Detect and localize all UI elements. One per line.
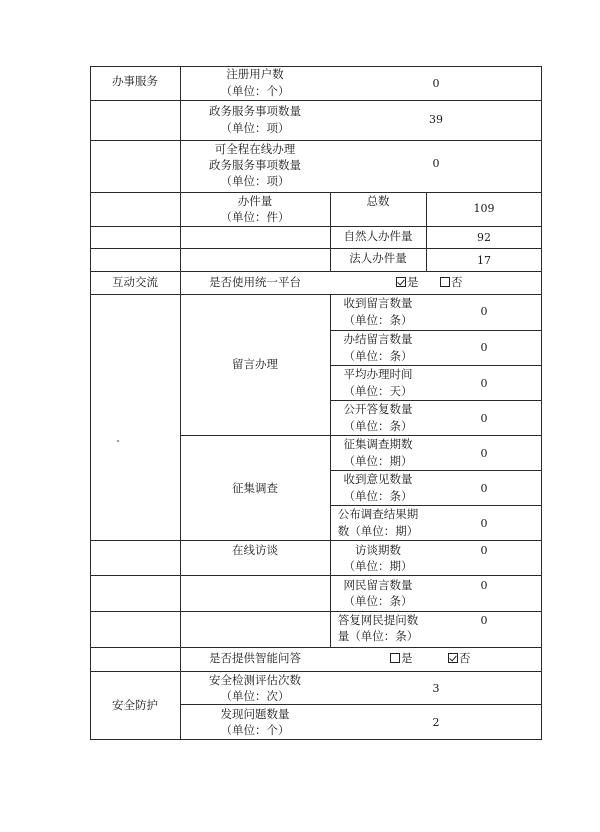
row-divider	[90, 575, 542, 576]
issues-value: 2	[432, 716, 440, 729]
table-border-left	[90, 66, 91, 740]
public-replies-unit: （单位：条）	[343, 419, 413, 433]
handled-messages-label: 办结留言数量	[343, 332, 413, 346]
avg-time-unit: （单位：天）	[343, 384, 413, 398]
registered-users-label: 注册用户数	[226, 67, 284, 81]
row-divider	[90, 271, 542, 272]
volume-natural-value: 92	[477, 231, 491, 244]
avg-time-value: 0	[480, 377, 488, 390]
services-category: 办事服务	[112, 74, 158, 88]
service-items-label: 政务服务事项数量	[209, 104, 301, 118]
interaction-category: 互动交流	[112, 275, 158, 289]
unified-platform-yes-option	[396, 274, 436, 291]
interview-periods-unit: （单位：期）	[343, 559, 413, 573]
row-divider	[90, 226, 542, 227]
security-category: 安全防护	[112, 698, 158, 712]
interview-periods-value: 0	[480, 544, 488, 557]
message-handling-label: 留言办理	[232, 357, 278, 371]
received-messages-unit: （单位：条）	[343, 313, 413, 327]
online-items-value: 0	[432, 157, 440, 170]
public-replies-label: 公开答复数量	[343, 402, 413, 416]
row-divider	[90, 294, 542, 295]
opinions-value: 0	[480, 482, 488, 495]
unified-platform-no-option	[440, 274, 480, 291]
checked-box-icon	[448, 653, 458, 663]
volume-natural-label: 自然人办件量	[343, 229, 413, 243]
answers-value: 0	[480, 614, 488, 627]
service-items-unit: （单位：项）	[220, 121, 290, 135]
received-messages-value: 0	[480, 305, 488, 318]
answers-label-1: 答复网民提问数	[337, 613, 419, 627]
issues-unit: （单位：个）	[220, 723, 290, 737]
security-checks-unit: （单位：次）	[220, 689, 290, 703]
online-items-unit: （单位：项）	[220, 174, 290, 188]
handled-messages-value: 0	[480, 341, 488, 354]
security-checks-value: 3	[432, 682, 440, 695]
survey-results-label-1: 公布调查结果期	[337, 507, 419, 521]
smart-qa-no-label: 否	[459, 651, 471, 665]
netizen-questions-label: 网民留言数量	[343, 578, 413, 592]
row-divider	[90, 248, 542, 249]
registered-users-value: 0	[432, 77, 440, 90]
statistics-table	[90, 66, 542, 740]
volume-total-label: 总数	[366, 194, 390, 208]
survey-label: 征集调查	[232, 481, 278, 495]
survey-results-value: 0	[480, 517, 488, 530]
smart-qa-yes-label: 是	[401, 651, 413, 665]
opinions-unit: （单位：条）	[343, 489, 413, 503]
avg-time-label: 平均办理时间	[343, 367, 413, 381]
volume-legal-value: 17	[477, 254, 491, 267]
answers-label-2: 量（单位：条）	[337, 629, 419, 643]
survey-periods-label: 征集调查期数	[343, 437, 413, 451]
survey-periods-unit: （单位：期）	[343, 454, 413, 468]
unified-platform-yes-label: 是	[407, 275, 419, 289]
opinions-label: 收到意见数量	[343, 472, 413, 486]
survey-results-label-2: 数（单位：期）	[337, 524, 419, 538]
unified-platform-label: 是否使用统一平台	[209, 275, 301, 289]
handled-messages-unit: （单位：条）	[343, 349, 413, 363]
volume-unit: （单位：件）	[220, 210, 290, 224]
service-items-value: 39	[429, 113, 443, 126]
public-replies-value: 0	[480, 412, 488, 425]
smart-qa-yes-option	[390, 650, 430, 667]
row-divider	[90, 100, 542, 101]
registered-users-unit: （单位：个）	[220, 84, 290, 98]
checked-box-icon	[396, 277, 406, 287]
volume-label: 办件量	[237, 194, 273, 208]
interview-periods-label: 访谈期数	[355, 543, 401, 557]
security-checks-label: 安全检测评估次数	[209, 673, 301, 687]
issues-label: 发现问题数量	[220, 707, 290, 721]
smart-qa-label: 是否提供智能问答	[209, 651, 301, 665]
unchecked-box-icon	[390, 653, 400, 663]
online-items-label-2: 政务服务事项数量	[209, 158, 301, 172]
volume-legal-label: 法人办件量	[349, 251, 407, 265]
unchecked-box-icon	[440, 277, 450, 287]
online-items-label-1: 可全程在线办理	[214, 142, 296, 156]
row-divider	[90, 540, 542, 541]
received-messages-label: 收到留言数量	[343, 296, 413, 310]
row-divider	[90, 647, 542, 648]
volume-total-value: 109	[473, 202, 495, 215]
scan-speck	[117, 440, 119, 442]
smart-qa-no-option	[448, 650, 488, 667]
survey-periods-value: 0	[480, 447, 488, 460]
interview-label: 在线访谈	[232, 543, 278, 557]
netizen-questions-unit: （单位：条）	[343, 594, 413, 608]
unified-platform-no-label: 否	[451, 275, 463, 289]
netizen-questions-value: 0	[480, 579, 488, 592]
table-border-bottom	[90, 739, 542, 740]
